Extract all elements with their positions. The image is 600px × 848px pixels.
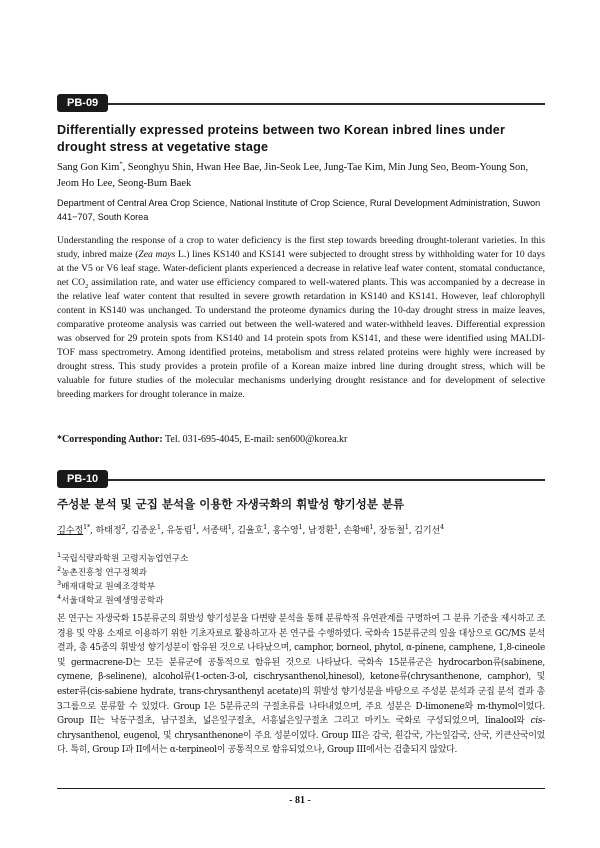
affiliation-2: $^2$농촌진흥청 연구정책과 (57, 565, 147, 578)
abstract-pb10: 본 연구는 자생국화 15분류군의 휘발성 향기성분을 다변량 분석을 통해 분류학적 유연관계를 구명하여 그 분류 기준을 제시하고 조경용 및 약용 소재로 이용하기 위한 기초자료로 활용하고자 본 연구를 수행하였다. 국화속 15분류군의 잎을 대상으로 GC/MS 분석 결과, 총 45종의 휘발성 향기성분이 함유된 것으로 나타났으며, camphor, borneol, phytol, α-pinene, camphene, 1,8-cineole 및 germacrene-D는 모든 분류군에 공통적으로 함유된 것으로 나타났다. 국화속 15분류군은 hydrocarbon류(sabinene, cymene, β-selinene), alcohol류(1-octen-3-ol, cischrysanthenol,hinesol), ketone류(chrysanthenone, camphor), 및 ester류(cis-sabiene hydrate, trans-chrysanthenyl acetate)의 휘발성 향기성분을 바탕으로 주성분 분석과 군집 분석 결과 총 3그룹으로 분류할 수 있었다. Group I은 5분류군의 구절초류를 나타내었으며, 주요 성분은 D-limonene와 m-thymol이었다. Group II는 낙동구절초, 남구절초, 넓은잎구절초, 서흥넓은잎구절초 그리고 마키노 국화로 구성되었으며, linalool와 cis-chrysanthenol, eugenol, 및 chrysanthenone이 주요 성분이었다. Group III은 감국, 흰감국, 가는잎감국, 산국, 키큰산국이었다. 특히, Group I과 II에서는 α-terpineol이 공통적으로 함유되었으나, Group III에서는 검출되지 않았다. (57, 614, 545, 756)
abstract-pb09: Understanding the response of a crop to water deficiency is the first step towards breeding drought-tolerant varieties. In this study, inbred maize (Zea mays L.) lines KS140 and KS141 were subjected to drought stress by withholding water for 10 days at the V5 or V6 leaf stage. Water-deficient plants experienced a decrease in relative leaf water content, stomatal conductance, net $CO_2$ assimilation rate, and water use efficiency compared to well-watered plants. This was accompanied by a decrease in the relative leaf water content that resulted in severe growth retardation in KS140 and KS141. However, leaf chlorophyll content in KS140 was unchanged. To understand the proteome dynamics during the 10-day drought stress in maize leaves, comparative proteome analysis was carried out between the well-watered and water-withheld leaves. Differential expression was observed for 29 protein spots from KS140 and 14 protein spots from KS141, and these were identified using MALDI-TOF mass spectrometry. Among identified proteins, metabolism and stress related proteins were highly were increased by drought stress. This study provides a protein profile of a Korean maize inbred line during drought stress, which will be valuable for future studies of the molecular mechanisms underlying drought resistance and for development of selective breeding markers for drought tolerance in maize. (57, 235, 545, 400)
corr-contact: Tel. 031-695-4045, E-mail: sen600@korea.kr (162, 434, 348, 445)
corresponding-author-pb09 (57, 433, 545, 447)
affiliation-1: $^1$국립식량과학원 고령지농업연구소 (57, 551, 189, 564)
corr-label: *Corresponding Author: (57, 434, 163, 445)
authors-pb09: Sang Gon Kim*, Seonghyu Shin, Hwan Hee Bae, Jin-Seok Lee, Jung-Tae Kim, Min Jung Seo, Beom-Young Son, Jeom Ho Lee, Seong-Bum Baek (57, 160, 529, 189)
affiliation-3: $^3$배재대학교 원예조경학부 (57, 579, 156, 592)
affiliation-4: $^4$서울대학교 원예생명공학과 (57, 593, 164, 606)
page-number: - 81 - (289, 795, 311, 806)
affiliations-pb10 (57, 552, 545, 608)
badge-pb09: PB-09 (57, 94, 108, 112)
paper-title-pb10: 주성분 분석 및 군집 분석을 이용한 자생국화의 휘발성 향기성분 분류 (57, 497, 405, 511)
badge-pb10: PB-10 (57, 470, 108, 488)
section-rule-pb10 (57, 479, 545, 481)
paper-title-pb09: Differentially expressed proteins between two Korean inbred lines under drought stress at vegetative stage (57, 123, 506, 154)
footer-rule (57, 788, 545, 789)
affiliation-pb09: Department of Central Area Crop Science, National Institute of Crop Science, Rural Development Administration, Suwon 441−707, South Korea (57, 198, 541, 222)
authors-pb10: 김수정$^{1*}$, 하태정$^2$, 김종운$^1$, 유동림$^1$, 서종택$^1$, 김율호$^1$, 홍수영$^1$, 남정환$^1$, 손황배$^1$, 장동철$^1$, 김기선$^4$ (57, 522, 445, 536)
section-rule-pb09 (57, 103, 545, 105)
